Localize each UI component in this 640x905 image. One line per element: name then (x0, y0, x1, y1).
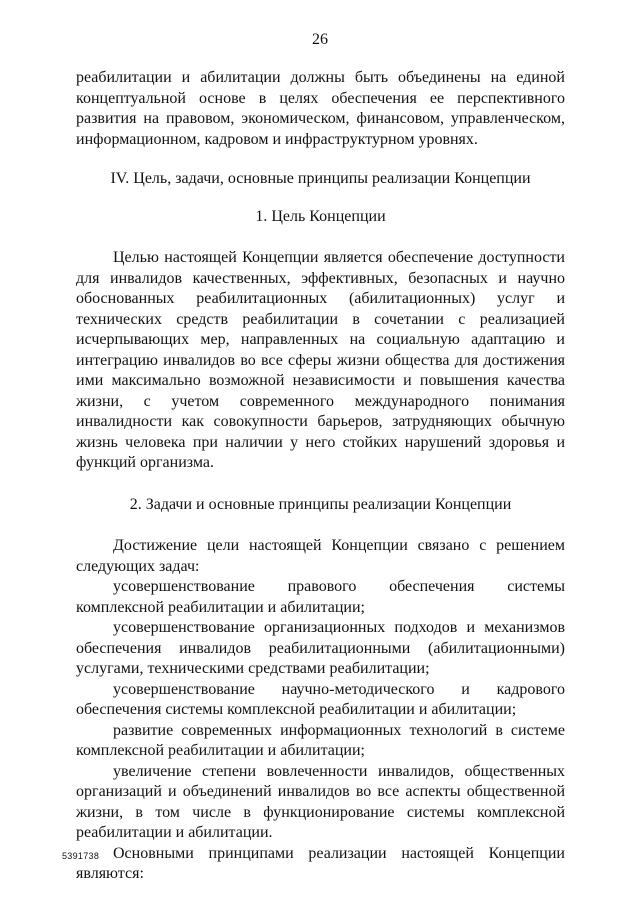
document-body (76, 68, 565, 885)
task-item: усовершенствование правового обеспечения системы комплексной реабилитации и абилитации; (76, 578, 565, 616)
subsection-1-title: 1. Цель Концепции (255, 207, 386, 225)
task-item: развитие современных информационных технологий в системе комплексной реабилитации и абилитации; (76, 721, 565, 759)
page-number: 26 (312, 31, 328, 48)
subsection-2-title: 2. Задачи и основные принципы реализации Концепции (129, 495, 512, 513)
principles-intro-paragraph: Основными принципами реализации настоящей Концепции являются: (76, 844, 565, 882)
document-id: 5391738 (62, 851, 100, 861)
task-item: усовершенствование научно-методического и кадрового обеспечения системы комплексной реабилитации и абилитации; (76, 680, 565, 718)
continuation-paragraph: реабилитации и абилитации должны быть объединены на единой концептуальной основе в целях обеспечения ее перспективного развития на правовом, экономическом, финансовом, управленческом, информационном, кадровом и инфраструктурном уровнях. (76, 69, 565, 148)
goal-paragraph: Целью настоящей Концепции является обеспечение доступности для инвалидов качественных, эффективных, безопасных и научно обоснованных реабилитационных (абилитационных) услуг и технических средств реабилитации в сочетании с реализацией исчерпывающих мер, направленных на социальную адаптацию и интеграцию инвалидов во все сферы жизни общества для достижения ими максимально возможной независимости и повышения качества жизни, с учетом современного международного понимания инвалидности как совокупности барьеров, затрудняющих обычную жизнь человека при наличии у него стойких нарушений здоровья и функций организма. (76, 249, 565, 471)
section-heading: IV. Цель, задачи, основные принципы реализации Концепции (110, 170, 531, 187)
task-item: увеличение степени вовлеченности инвалидов, общественных организаций и объединений инвалидов во все аспекты общественной жизни, в том числе в функционирование системы комплексной реабилитации и абилитации. (76, 762, 565, 841)
tasks-intro-paragraph: Достижение цели настоящей Концепции связано с решением следующих задач: (76, 537, 565, 575)
task-item: усовершенствование организационных подходов и механизмов обеспечения инвалидов реабилитационными (абилитационными) услугами, техническими средствами реабилитации; (76, 619, 565, 677)
